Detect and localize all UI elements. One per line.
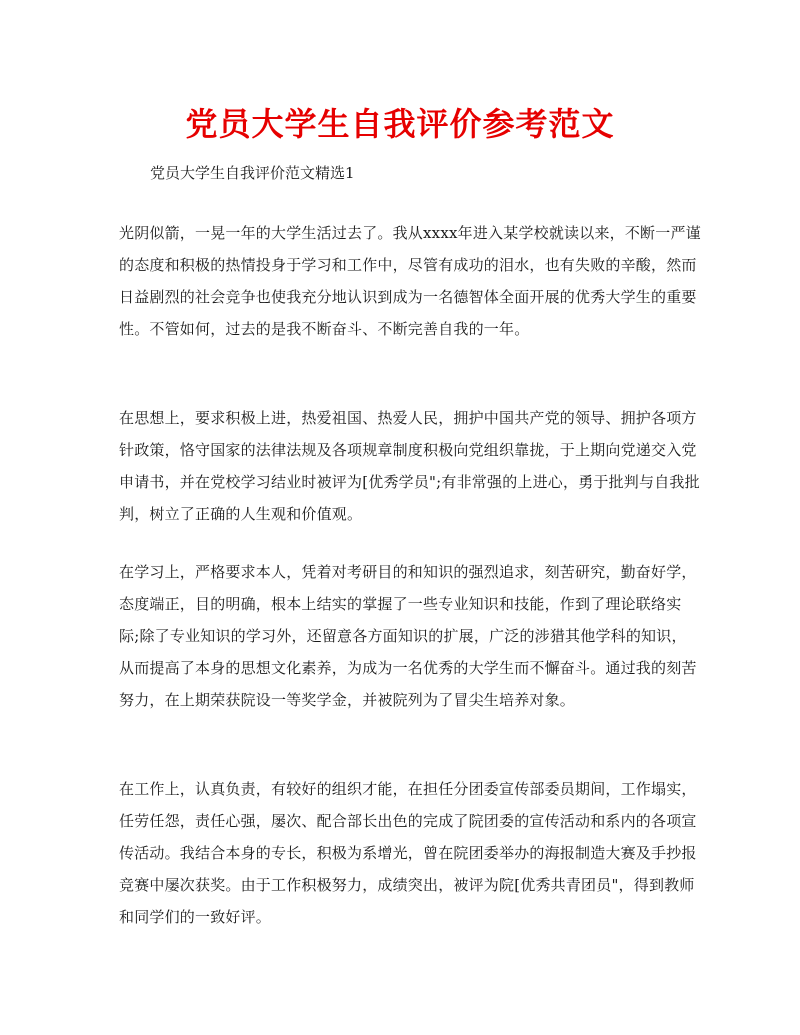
paragraph-intro: 光阴似箭，一晃一年的大学生活过去了。我从xxxx年进入某学校就读以来，不断一严谨的态度和积极的热情投身于学习和工作中，尽管有成功的泪水，也有失败的辛酸，然而日益剧烈的社会竞争也使我充分地认识到成为一名德智体全面开展的优秀大学生的重要性。不管如何，过去的是我不断奋斗、不断完善自我的一年。 <box>119 224 701 338</box>
document-subtitle: 党员大学生自我评价范文精选1 <box>150 164 355 182</box>
paragraph-ideology: 在思想上，要求积极上进，热爱祖国、热爱人民，拥护中国共产党的领导、拥护各项方针政策，恪守国家的法律法规及各项规章制度积极向党组织靠拢，于上期向党递交入党申请书，并在党校学习结业时被评为[优秀学员";有非常强的上进心，勇于批判与自我批判，树立了正确的人生观和价值观。 <box>119 409 700 523</box>
paragraph-work: 在工作上，认真负责，有较好的组织才能，在担任分团委宣传部委员期间，工作塌实，任劳任怨，责任心强，屡次、配合部长出色的完成了院团委的宣传活动和系内的各项宣传活动。我结合本身的专长，积极为系增光，曾在院团委举办的海报制造大赛及手抄报竞赛中屡次获奖。由于工作积极努力，成绩突出，被评为院[优秀共青团员"，得到教师和同学们的一致好评。 <box>119 780 697 926</box>
document-title: 党员大学生自我评价参考范文 <box>185 105 615 143</box>
paragraph-study: 在学习上，严格要求本人，凭着对考研目的和知识的强烈追求，刻苦研究，勤奋好学，态度端正，目的明确，根本上结实的掌握了一些专业知识和技能，作到了理论联络实际;除了专业知识的学习外，还留意各方面知识的扩展，广泛的涉猎其他学科的知识，从而提高了本身的思想文化素养，为成为一名优秀的大学生而不懈奋斗。通过我的刻苦努力，在上期荣获院设一等奖学金，并被院列为了冒尖生培养对象。 <box>119 563 697 709</box>
